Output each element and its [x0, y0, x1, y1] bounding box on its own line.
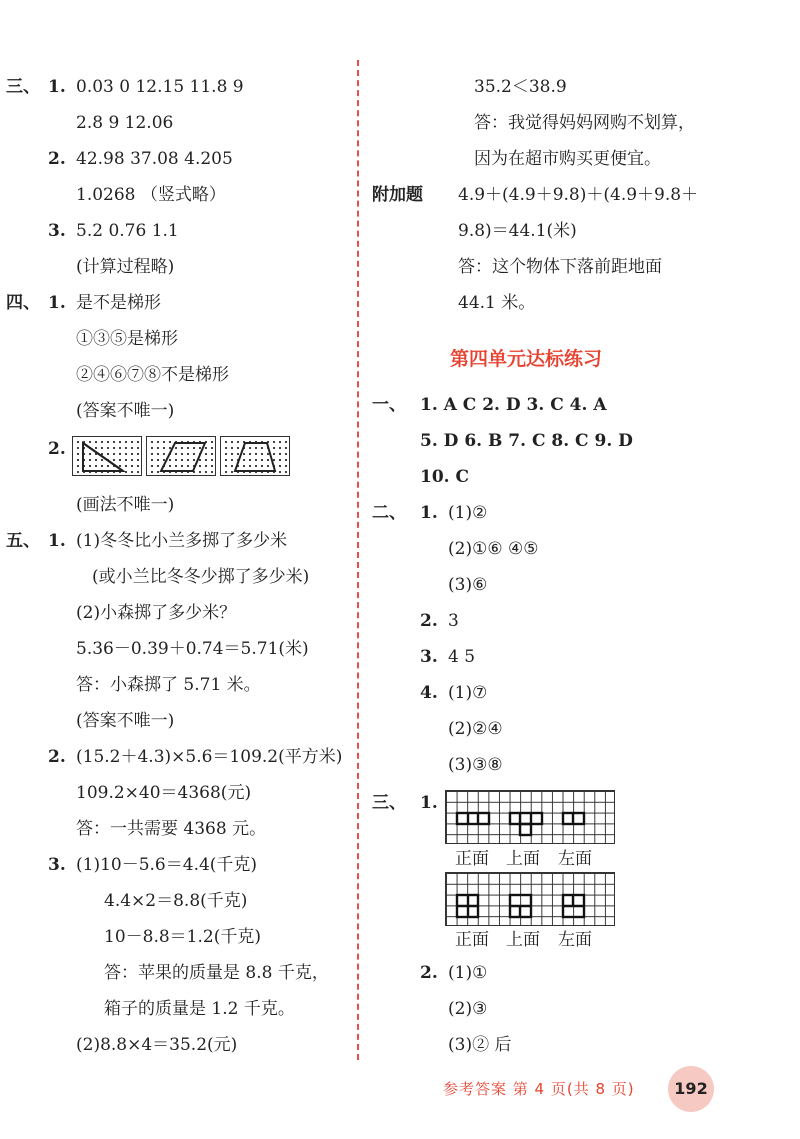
- trapezoid-drawing-1: [73, 437, 143, 477]
- q-number: 3.: [48, 221, 66, 241]
- answer-line: 0.03 0 12.15 11.8 9: [76, 77, 244, 97]
- dot-grid-parallelogram: [146, 436, 216, 476]
- section-5-label: 五、: [6, 531, 40, 551]
- q-number: 2.: [48, 747, 66, 767]
- answer-line: (1)10－5.6＝4.4(千克): [76, 855, 258, 875]
- answer-line: (答案不唯一): [76, 711, 175, 731]
- answer-line: (3)⑥: [448, 575, 488, 595]
- answer-line: 5. D 6. B 7. C 8. C 9. D: [420, 431, 633, 451]
- answer-line: (2)8.8×4＝35.2(元): [76, 1035, 238, 1055]
- answer-line: 42.98 37.08 4.205: [76, 149, 233, 169]
- q-number: 3.: [48, 855, 66, 875]
- unit-title: 第四单元达标练习: [450, 348, 603, 370]
- answer-line: 35.2＜38.9: [474, 77, 567, 97]
- answer-line: 9.8)＝44.1(米): [458, 221, 577, 241]
- answer-line: (15.2＋4.3)×5.6＝109.2(平方米): [76, 747, 343, 767]
- answer-line: 10－8.8＝1.2(千克): [104, 927, 261, 947]
- answer-line: (1)冬冬比小兰多掷了多少米: [76, 531, 288, 551]
- answer-line: (1)⑦: [448, 683, 488, 703]
- answer-line: 109.2×40＝4368(元): [76, 783, 252, 803]
- answer-line: (3)② 后: [448, 1035, 512, 1055]
- answer-line: (1)②: [448, 503, 488, 523]
- view-label-front: 正面: [455, 930, 489, 950]
- q-number: 2.: [420, 963, 438, 983]
- three-view-grid-1: [445, 790, 615, 844]
- answer-line: 1. A C 2. D 3. C 4. A: [420, 395, 607, 415]
- q-number: 1.: [48, 77, 66, 97]
- q-number: 1.: [48, 293, 66, 313]
- extra-question-label: 附加题: [372, 185, 423, 205]
- answer-line: ②④⑥⑦⑧不是梯形: [76, 365, 229, 385]
- answer-line: 5.2 0.76 1.1: [76, 221, 179, 241]
- answer-line: 3: [448, 611, 459, 631]
- view-label-left: 左面: [558, 930, 592, 950]
- answer-line: (2)③: [448, 999, 488, 1019]
- answer-line: (画法不唯一): [76, 495, 175, 515]
- view-label-top: 上面: [506, 930, 540, 950]
- answer-line: 4 5: [448, 647, 476, 667]
- answer-line: 答：一共需要 4368 元。: [76, 819, 267, 839]
- answer-line: (或小兰比冬冬少掷了多少米): [92, 567, 310, 587]
- q-number: 2.: [48, 439, 66, 459]
- q-number: 2.: [420, 611, 438, 631]
- page-number-badge: 192: [668, 1066, 714, 1112]
- q-number: 1.: [420, 503, 438, 523]
- answer-line: 答：小森掷了 5.71 米。: [76, 675, 261, 695]
- answer-line: (1)①: [448, 963, 488, 983]
- q-number: 1.: [48, 531, 66, 551]
- answer-line: 10. C: [420, 467, 470, 487]
- answer-line: 因为在超市购买更便宜。: [474, 149, 661, 169]
- views-drawing-1: [446, 791, 616, 845]
- dot-grid-trapezoid: [220, 436, 290, 476]
- view-label-front: 正面: [455, 849, 489, 869]
- answer-line: (2)小森掷了多少米？: [76, 603, 237, 623]
- answer-line: 5.36－0.39＋0.74＝5.71(米): [76, 639, 309, 659]
- trapezoid-drawing-2: [147, 437, 217, 477]
- answer-line: 答：这个物体下落前距地面: [458, 257, 662, 277]
- answer-line: (答案不唯一): [76, 401, 175, 421]
- section-3-label: 三、: [6, 77, 40, 97]
- views-drawing-2: [446, 873, 616, 927]
- answer-line: (3)③⑧: [448, 755, 503, 775]
- trapezoid-drawing-3: [221, 437, 291, 477]
- dot-grid-triangle: [72, 436, 142, 476]
- q-number: 1.: [420, 793, 438, 813]
- footer-text: 参考答案 第 4 页(共 8 页): [443, 1080, 635, 1098]
- answer-line: 4.4×2＝8.8(千克): [104, 891, 248, 911]
- answer-line: 4.9＋(4.9＋9.8)＋(4.9＋9.8＋: [458, 185, 699, 205]
- answer-line: (2)①⑥ ④⑤: [448, 539, 539, 559]
- answer-line: 1.0268 （竖式略）: [76, 185, 226, 205]
- answer-line: 箱子的质量是 1.2 千克。: [104, 999, 295, 1019]
- section-3-label: 三、: [372, 793, 406, 813]
- q-number: 3.: [420, 647, 438, 667]
- section-2-label: 二、: [372, 503, 406, 523]
- answer-line: (计算过程略): [76, 257, 175, 277]
- section-4-label: 四、: [6, 293, 40, 313]
- q-number: 4.: [420, 683, 438, 703]
- three-view-grid-2: [445, 872, 615, 926]
- answer-line: 是不是梯形: [76, 293, 161, 313]
- answer-line: 答：苹果的质量是 8.8 千克，: [104, 963, 329, 983]
- answer-line: ①③⑤是梯形: [76, 329, 178, 349]
- answer-line: 答：我觉得妈妈网购不划算，: [474, 113, 695, 133]
- answer-line: 2.8 9 12.06: [76, 113, 174, 133]
- q-number: 2.: [48, 149, 66, 169]
- column-divider: [357, 60, 359, 1060]
- view-label-top: 上面: [506, 849, 540, 869]
- section-1-label: 一、: [372, 395, 406, 415]
- answer-line: 44.1 米。: [458, 293, 536, 313]
- answer-line: (2)②④: [448, 719, 503, 739]
- view-label-left: 左面: [558, 849, 592, 869]
